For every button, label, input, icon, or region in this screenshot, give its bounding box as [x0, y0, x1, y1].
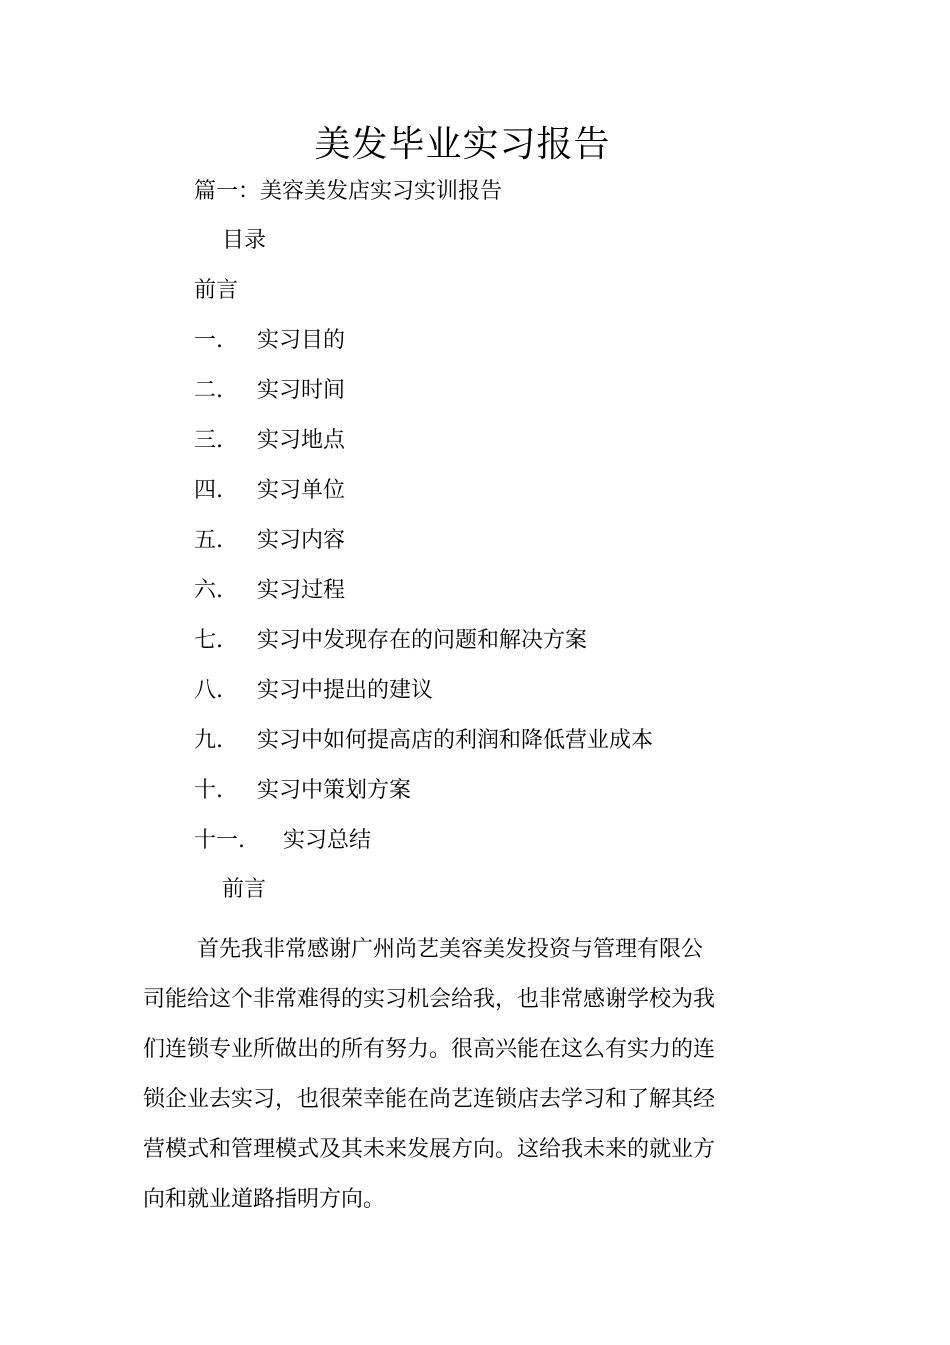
section-heading-foreword: 前言 [222, 877, 267, 902]
toc-item-number: 九. [194, 728, 223, 753]
toc-item [194, 826, 653, 876]
toc-item-number: 八. [194, 678, 223, 703]
toc-item-number: 一. [194, 328, 223, 353]
toc-item [194, 326, 653, 376]
toc-item-number: 二. [194, 378, 223, 403]
toc-item [194, 576, 653, 626]
toc-item-label: 实习地点 [257, 428, 346, 453]
toc-item-number: 十. [194, 778, 223, 803]
paragraph-line: 向和就业道路指明方向。 [143, 1187, 386, 1212]
toc-item-label: 实习过程 [257, 578, 346, 603]
toc-item-number: 三. [194, 428, 223, 453]
toc-item-label: 实习中如何提高店的利润和降低营业成本 [257, 728, 654, 753]
toc-item-label: 实习中发现存在的问题和解决方案 [257, 628, 588, 653]
toc-item-number: 六. [194, 578, 223, 603]
toc-item-label: 实习时间 [257, 378, 346, 403]
toc-item [194, 526, 653, 576]
toc-item-label: 实习中策划方案 [257, 778, 412, 803]
toc-foreword-entry: 前言 [194, 278, 239, 303]
toc-item-label: 实习中提出的建议 [257, 678, 434, 703]
document-subtitle: 篇一：美容美发店实习实训报告 [194, 179, 503, 204]
toc-list [194, 326, 653, 876]
toc-item [194, 426, 653, 476]
toc-item-label: 实习总结 [283, 828, 372, 853]
toc-item-label: 实习目的 [257, 328, 346, 353]
toc-item [194, 676, 653, 726]
toc-heading: 目录 [222, 228, 267, 253]
paragraph-line: 们连锁专业所做出的所有努力。很高兴能在这么有实力的连 [143, 1037, 716, 1062]
toc-item [194, 626, 653, 676]
foreword-paragraph [143, 925, 743, 1225]
document-title: 美发毕业实习报告 [314, 124, 611, 165]
toc-item-number: 七. [194, 628, 223, 653]
toc-item-number: 十一. [194, 828, 245, 853]
toc-item-label: 实习单位 [257, 478, 346, 503]
toc-item-number: 五. [194, 528, 223, 553]
paragraph-line: 锁企业去实习，也很荣幸能在尚艺连锁店去学习和了解其经 [143, 1087, 716, 1112]
toc-item [194, 376, 653, 426]
toc-item [194, 476, 653, 526]
toc-item-number: 四. [194, 478, 223, 503]
toc-item-label: 实习内容 [257, 528, 346, 553]
paragraph-line: 司能给这个非常难得的实习机会给我，也非常感谢学校为我 [143, 987, 716, 1012]
paragraph-line: 营模式和管理模式及其未来发展方向。这给我未来的就业方 [143, 1137, 716, 1162]
toc-item [194, 776, 653, 826]
paragraph-line: 首先我非常感谢广州尚艺美容美发投资与管理有限公 [197, 937, 704, 962]
toc-item [194, 726, 653, 776]
